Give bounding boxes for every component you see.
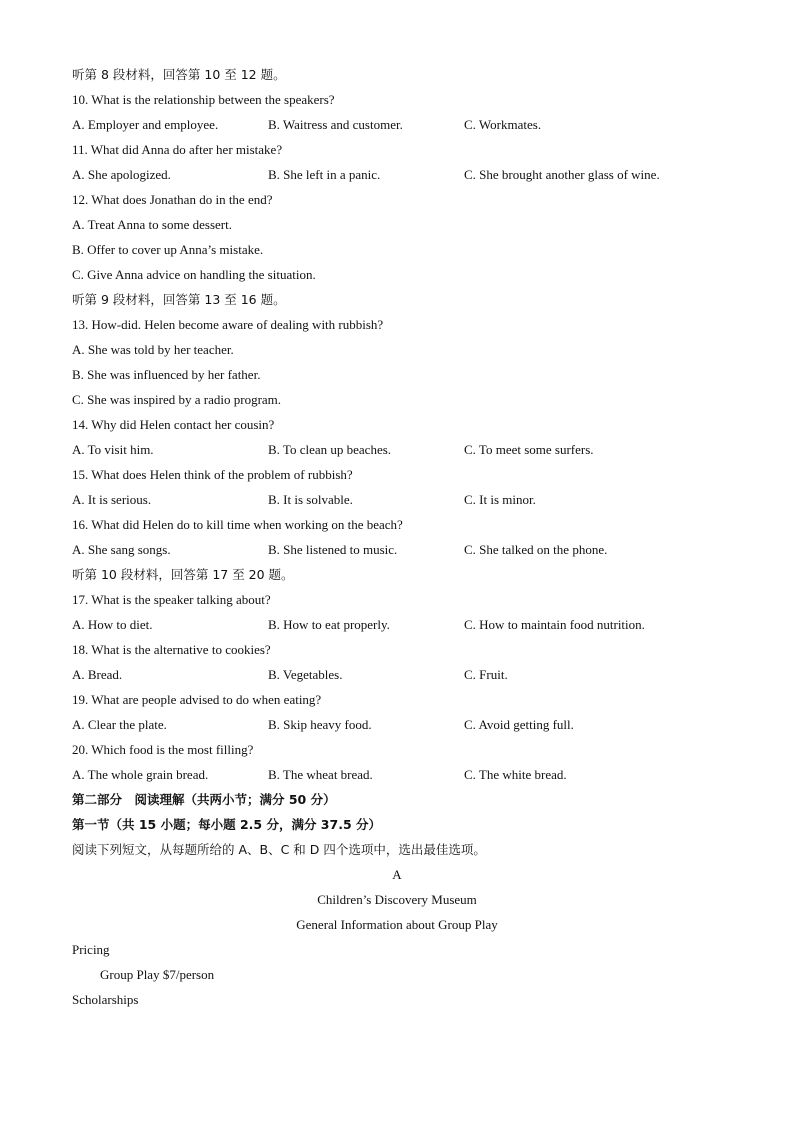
question-12: 12. What does Jonathan do in the end? bbox=[72, 192, 273, 207]
q13-option-a: A. She was told by her teacher. bbox=[72, 342, 234, 357]
part-2-title: 第二部分 阅读理解（共两小节；满分 50 分） bbox=[72, 792, 336, 807]
q16-option-a: A. She sang songs. bbox=[72, 542, 171, 557]
q18-option-a: A. Bread. bbox=[72, 667, 123, 682]
question-20: 20. Which food is the most filling? bbox=[72, 742, 254, 757]
q20-option-b: B. The wheat bread. bbox=[268, 767, 373, 782]
q15-option-b: B. It is solvable. bbox=[268, 492, 353, 507]
q17-option-a: A. How to diet. bbox=[72, 617, 153, 632]
question-11-options bbox=[72, 162, 722, 187]
pricing-item: Group Play $7/person bbox=[100, 967, 215, 982]
section-9-header: 听第 9 段材料，回答第 13 至 16 题。 bbox=[72, 292, 286, 307]
question-17-options bbox=[72, 612, 722, 637]
q13-option-c: C. She was inspired by a radio program. bbox=[72, 392, 282, 407]
passage-subtitle: General Information about Group Play bbox=[296, 917, 498, 932]
section-10-header: 听第 10 段材料，回答第 17 至 20 题。 bbox=[72, 567, 294, 582]
question-19-options bbox=[72, 712, 722, 737]
q19-option-b: B. Skip heavy food. bbox=[268, 717, 372, 732]
question-19: 19. What are people advised to do when eating? bbox=[72, 692, 322, 707]
q13-option-b: B. She was influenced by her father. bbox=[72, 367, 261, 382]
question-18: 18. What is the alternative to cookies? bbox=[72, 642, 271, 657]
q17-option-b: B. How to eat properly. bbox=[268, 617, 390, 632]
q16-option-b: B. She listened to music. bbox=[268, 542, 398, 557]
q18-option-b: B. Vegetables. bbox=[268, 667, 343, 682]
q11-option-b: B. She left in a panic. bbox=[268, 167, 381, 182]
question-18-options bbox=[72, 662, 722, 687]
question-16: 16. What did Helen do to kill time when working on the beach? bbox=[72, 517, 403, 532]
section-8-header: 听第 8 段材料，回答第 10 至 12 题。 bbox=[72, 67, 286, 82]
q11-option-a: A. She apologized. bbox=[72, 167, 171, 182]
passage-title: Children’s Discovery Museum bbox=[317, 892, 477, 907]
q18-option-c: C. Fruit. bbox=[464, 667, 508, 682]
question-10: 10. What is the relationship between the speakers? bbox=[72, 92, 335, 107]
q12-option-c: C. Give Anna advice on handling the situation. bbox=[72, 267, 316, 282]
q14-option-a: A. To visit him. bbox=[72, 442, 154, 457]
reading-instruction: 阅读下列短文，从每题所给的 A、B、C 和 D 四个选项中，选出最佳选项。 bbox=[72, 842, 486, 857]
q20-option-c: C. The white bread. bbox=[464, 767, 567, 782]
q10-option-a: A. Employer and employee. bbox=[72, 117, 219, 132]
q14-option-b: B. To clean up beaches. bbox=[268, 442, 392, 457]
question-14: 14. Why did Helen contact her cousin? bbox=[72, 417, 275, 432]
q10-option-b: B. Waitress and customer. bbox=[268, 117, 403, 132]
q19-option-a: A. Clear the plate. bbox=[72, 717, 167, 732]
question-15: 15. What does Helen think of the problem of rubbish? bbox=[72, 467, 353, 482]
q11-option-c: C. She brought another glass of wine. bbox=[464, 167, 660, 182]
question-17: 17. What is the speaker talking about? bbox=[72, 592, 271, 607]
question-13: 13. How-did. Helen become aware of dealing with rubbish? bbox=[72, 317, 384, 332]
scholarships-label: Scholarships bbox=[72, 992, 139, 1007]
question-10-options bbox=[72, 112, 722, 137]
q15-option-a: A. It is serious. bbox=[72, 492, 152, 507]
section-1-title: 第一节（共 15 小题；每小题 2.5 分，满分 37.5 分） bbox=[72, 817, 381, 832]
passage-label: A bbox=[392, 867, 402, 882]
q20-option-a: A. The whole grain bread. bbox=[72, 767, 209, 782]
question-14-options bbox=[72, 437, 722, 462]
q17-option-c: C. How to maintain food nutrition. bbox=[464, 617, 645, 632]
q14-option-c: C. To meet some surfers. bbox=[464, 442, 594, 457]
pricing-label: Pricing bbox=[72, 942, 110, 957]
question-11: 11. What did Anna do after her mistake? bbox=[72, 142, 283, 157]
q15-option-c: C. It is minor. bbox=[464, 492, 536, 507]
question-16-options bbox=[72, 537, 722, 562]
q19-option-c: C. Avoid getting full. bbox=[464, 717, 574, 732]
exam-page bbox=[72, 62, 722, 1012]
q16-option-c: C. She talked on the phone. bbox=[464, 542, 608, 557]
q12-option-b: B. Offer to cover up Anna’s mistake. bbox=[72, 242, 264, 257]
question-20-options bbox=[72, 762, 722, 787]
q10-option-c: C. Workmates. bbox=[464, 117, 542, 132]
question-15-options bbox=[72, 487, 722, 512]
q12-option-a: A. Treat Anna to some dessert. bbox=[72, 217, 232, 232]
